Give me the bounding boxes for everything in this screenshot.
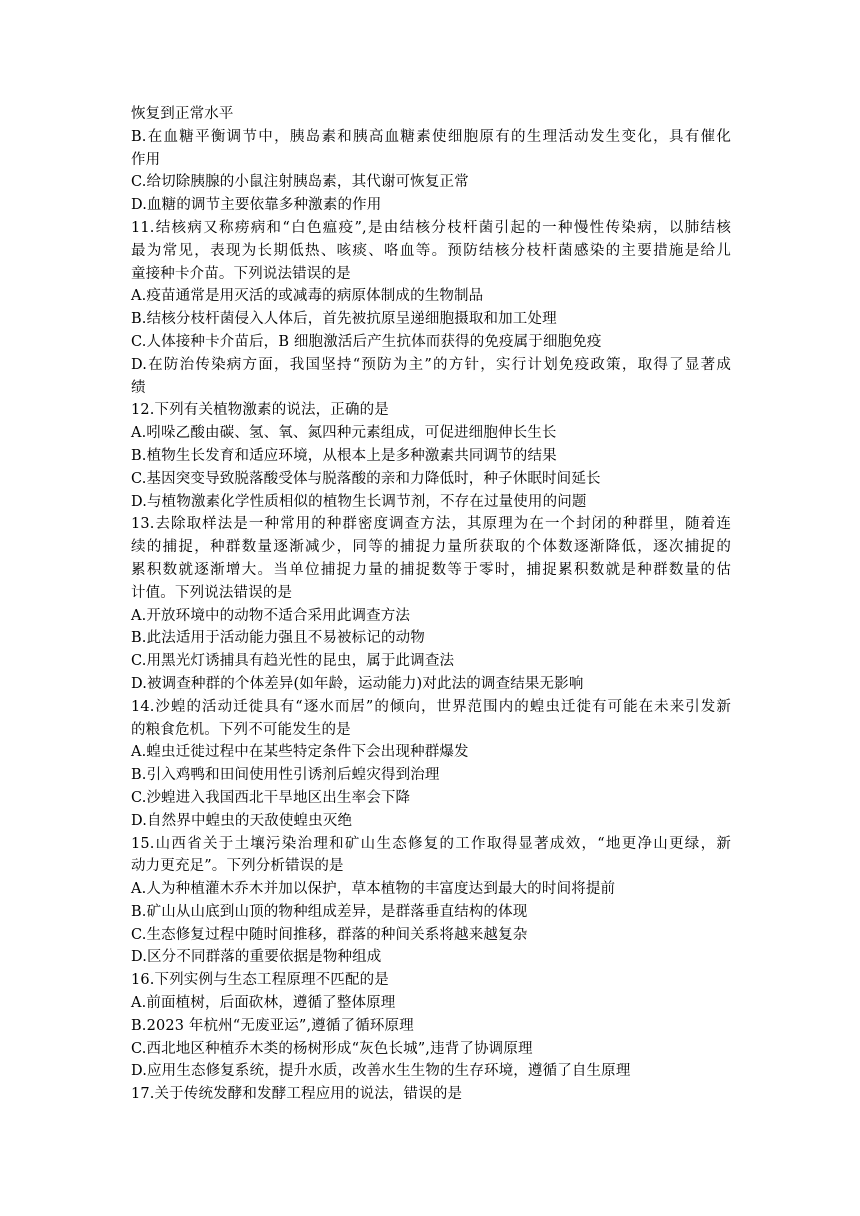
text-line: 动力更充足”。下列分析错误的是 xyxy=(131,858,344,875)
text-line: 15.山西省关于土壤污染治理和矿山生态修复的工作取得显著成效，“地更净山更绿，新 xyxy=(131,835,731,852)
text-line: 17.关于传统发酵和发酵工程应用的说法，错误的是 xyxy=(131,1086,463,1103)
text-line: D.区分不同群落的重要依据是物种组成 xyxy=(131,949,382,966)
text-line: A.吲哚乙酸由碳、氢、氧、氮四种元素组成，可促进细胞伸长生长 xyxy=(131,425,557,442)
text-line: 童接种卡介苗。下列说法错误的是 xyxy=(131,265,351,282)
text-line: 续的捕捉，种群数量逐渐减少，同等的捕捉力量所获取的个体数逐渐降低，逐次捕捉的 xyxy=(131,539,731,556)
text-line: C.西北地区种植乔木类的杨树形成“灰色长城”,违背了协调原理 xyxy=(131,1040,533,1057)
text-line: C.沙蝗进入我国西北干旱地区出生率会下降 xyxy=(131,789,411,806)
text-line: C.生态修复过程中随时间推移，群落的种间关系将越来越复杂 xyxy=(131,926,528,943)
text-line: D.在防治传染病方面，我国坚持“预防为主”的方针，实行计划免疫政策，取得了显著成 xyxy=(131,356,731,373)
text-line: A.疫苗通常是用灭活的或减毒的病原体制成的生物制品 xyxy=(131,288,484,305)
text-line: 12.下列有关植物激素的说法，正确的是 xyxy=(131,402,389,419)
text-line: D.被调查种群的个体差异(如年龄，运动能力)对此法的调查结果无影响 xyxy=(131,675,584,692)
question-text xyxy=(131,103,731,1106)
text-line: A.蝗虫迁徙过程中在某些特定条件下会出现种群爆发 xyxy=(131,744,469,761)
text-line: 计值。下列说法错误的是 xyxy=(131,584,293,601)
text-line: A.人为种植灌木乔木并加以保护，草本植物的丰富度达到最大的时间将提前 xyxy=(131,881,616,898)
text-line: 11.结核病又称痨病和“白色瘟疫”,是由结核分枝杆菌引起的一种慢性传染病，以肺结核 xyxy=(131,219,731,236)
text-line: B.植物生长发育和适应环境，从根本上是多种激素共同调节的结果 xyxy=(131,447,557,464)
text-line: D.与植物激素化学性质相似的植物生长调节剂，不存在过量使用的问题 xyxy=(131,493,587,510)
text-line: 累积数就逐渐增大。当单位捕捉力量的捕捉数等于零时，捕捉累积数就是种群数量的估 xyxy=(131,561,731,578)
text-line: C.基因突变导致脱落酸受体与脱落酸的亲和力降低时，种子休眠时间延长 xyxy=(131,470,601,487)
text-line: B.矿山从山底到山顶的物种组成差异，是群落垂直结构的体现 xyxy=(131,903,528,920)
text-line: D.血糖的调节主要依靠多种激素的作用 xyxy=(131,197,382,214)
text-line: 16.下列实例与生态工程原理不匹配的是 xyxy=(131,972,389,989)
text-line: C.给切除胰腺的小鼠注射胰岛素，其代谢可恢复正常 xyxy=(131,174,469,191)
text-line: D.自然界中蝗虫的天敌使蝗虫灭绝 xyxy=(131,812,353,829)
text-line: 13.去除取样法是一种常用的种群密度调查方法，其原理为在一个封闭的种群里，随着连 xyxy=(131,516,731,533)
text-line: 最为常见，表现为长期低热、咳痰、咯血等。预防结核分枝杆菌感染的主要措施是给儿 xyxy=(131,242,731,259)
text-line: 绩 xyxy=(131,379,146,396)
text-line: B.此法适用于活动能力强且不易被标记的动物 xyxy=(131,630,425,647)
text-line: B.在血糖平衡调节中，胰岛素和胰高血糖素使细胞原有的生理活动发生变化，具有催化 xyxy=(131,128,731,145)
text-line: C.用黑光灯诱捕具有趋光性的昆虫，属于此调查法 xyxy=(131,653,455,670)
text-line: D.应用生态修复系统，提升水质，改善水生生物的生存环境，遵循了自生原理 xyxy=(131,1063,631,1080)
text-line: 恢复到正常水平 xyxy=(131,106,234,122)
text-line: 14.沙蝗的活动迁徙具有“逐水而居”的倾向，世界范围内的蝗虫迁徙有可能在未来引发新 xyxy=(131,698,731,715)
text-line: B.结核分枝杆菌侵入人体后，首先被抗原呈递细胞摄取和加工处理 xyxy=(131,311,557,328)
text-line: B.2023 年杭州“无废亚运”,遵循了循环原理 xyxy=(131,1017,414,1034)
text-line: 作用 xyxy=(131,151,161,168)
text-line: B.引入鸡鸭和田间使用性引诱剂后蝗灾得到治理 xyxy=(131,767,440,784)
text-line: A.开放环境中的动物不适合采用此调查方法 xyxy=(131,607,411,624)
text-line: A.前面植树，后面砍林，遵循了整体原理 xyxy=(131,995,396,1012)
text-line: 的粮食危机。下列不可能发生的是 xyxy=(131,721,351,738)
text-line: C.人体接种卡介苗后，B 细胞激活后产生抗体而获得的免疫属于细胞免疫 xyxy=(131,333,602,350)
